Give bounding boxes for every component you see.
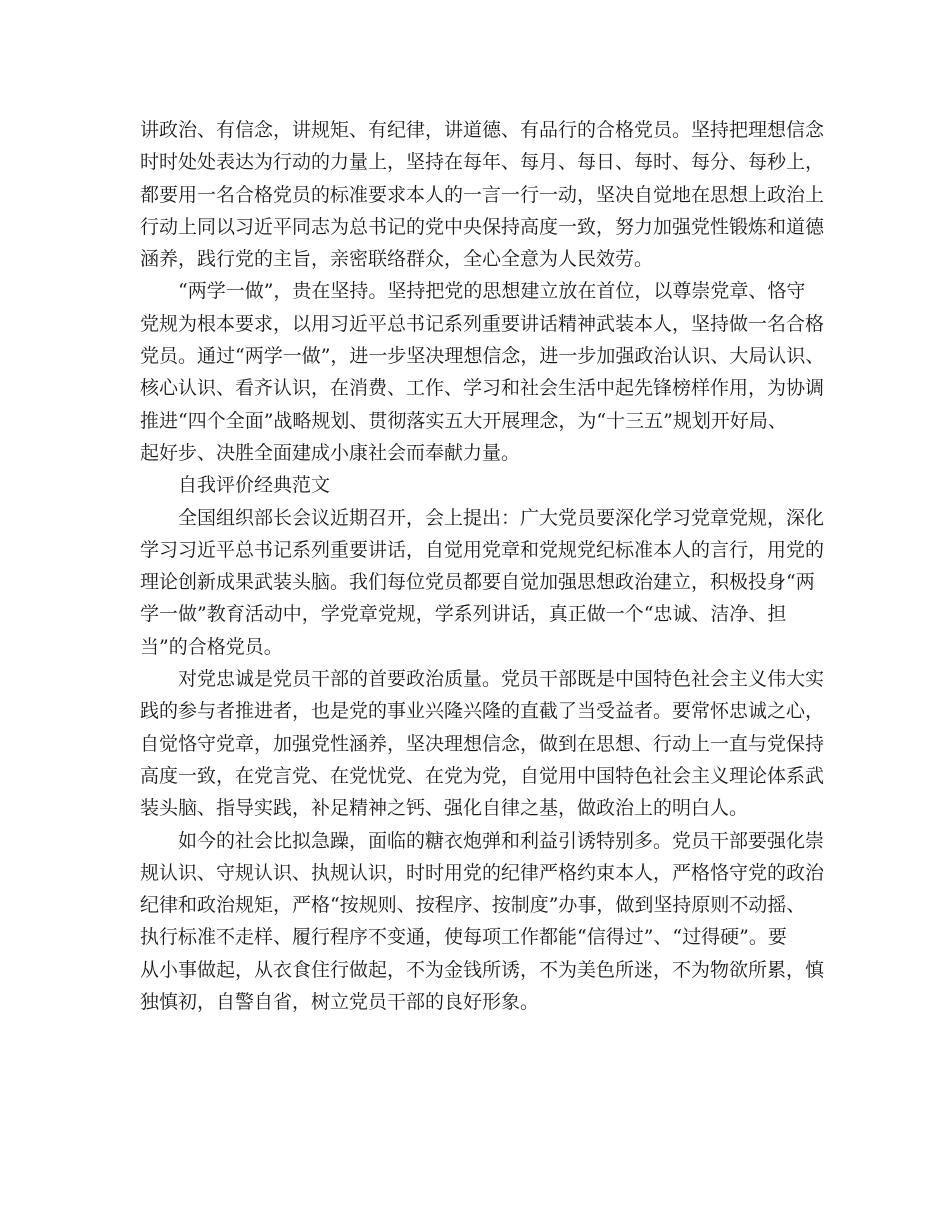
- text-line: 对党忠诚是党员干部的首要政治质量。党员干部既是中国特色社会主义伟大实: [178, 668, 825, 691]
- text-line: 高度一致，在党言党、在党忧党、在党为党，自觉用中国特色社会主义理论体系武: [140, 764, 825, 787]
- text-line: 行动上同以习近平同志为总书记的党中央保持高度一致，努力加强党性锻炼和道德: [140, 215, 825, 238]
- text-line: 自觉恪守党章，加强党性涵养，坚决理想信念，做到在思想、行动上一直与党保持: [140, 732, 825, 755]
- text-line: 纪律和政治规矩，严格“按规则、按程序、按制度”办事，做到坚持原则不动摇、: [140, 894, 806, 917]
- text-line: 理论创新成果武装头脑。我们每位党员都要自觉加强思想政治建立，积极投身“两: [140, 571, 815, 594]
- text-line: 装头脑、指导实践，补足精神之钙、强化自律之基，做政治上的明白人。: [140, 797, 749, 820]
- text-line: 党员。通过“两学一做”，进一步坚决理想信念，进一步加强政治认识、大局认识、: [140, 345, 825, 368]
- text-line: 讲政治、有信念，讲规矩、有纪律，讲道德、有品行的合格党员。坚持把理想信念: [140, 119, 825, 141]
- text-line: 从小事做起，从衣食住行做起，不为金钱所诱，不为美色所迷，不为物欲所累，慎: [140, 958, 825, 981]
- text-line: 推进“四个全面”战略规划、贯彻落实五大开展理念，为“十三五”规划开好局、: [140, 409, 787, 432]
- text-line: 都要用一名合格党员的标准要求本人的一言一行一动，坚决自觉地在思想上政治上: [140, 183, 825, 206]
- text-line: 核心认识、看齐认识，在消费、工作、学习和社会生活中起先锋榜样作用，为协调: [140, 377, 825, 400]
- text-line: 时时处处表达为行动的力量上，坚持在每年、每月、每日、每时、每分、每秒上，: [140, 151, 825, 174]
- text-line: 起好步、决胜全面建成小康社会而奉献力量。: [140, 441, 521, 464]
- text-line: “两学一做”，贵在坚持。坚持把党的思想建立放在首位，以尊崇党章、恪守: [178, 280, 806, 303]
- text-line: 如今的社会比拟急躁，面临的糖衣炮弹和利益引诱特别多。党员干部要强化崇: [178, 829, 825, 852]
- text-line: 自我评价经典范文: [178, 474, 331, 497]
- text-line: 规认识、守规认识、执规认识，时时用党的纪律严格约束本人，严格恪守党的政治: [140, 861, 825, 884]
- text-line: 当”的合格党员。: [140, 635, 283, 658]
- text-line: 独慎初，自警自省，树立党员干部的良好形象。: [140, 991, 540, 1014]
- text-line: 执行标准不走样、履行程序不变通，使每项工作都能“信得过”、“过得硬”。要: [140, 926, 787, 949]
- text-line: 学习习近平总书记系列重要讲话，自觉用党章和党规党纪标准本人的言行，用党的: [140, 538, 825, 561]
- document-body: [140, 114, 825, 1018]
- text-line: 全国组织部长会议近期召开，会上提出：广大党员要深化学习党章党规，深化: [178, 506, 825, 529]
- text-line: 践的参与者推进者，也是党的事业兴隆兴隆的直截了当受益者。要常怀忠诚之心，: [140, 700, 825, 723]
- text-line: 涵养，践行党的主旨，亲密联络群众，全心全意为人民效劳。: [140, 248, 654, 271]
- text-line: 学一做”教育活动中，学党章党规，学系列讲话，真正做一个“忠诚、洁净、担: [140, 603, 787, 626]
- text-line: 党规为根本要求，以用习近平总书记系列重要讲话精神武装本人，坚持做一名合格: [140, 312, 825, 335]
